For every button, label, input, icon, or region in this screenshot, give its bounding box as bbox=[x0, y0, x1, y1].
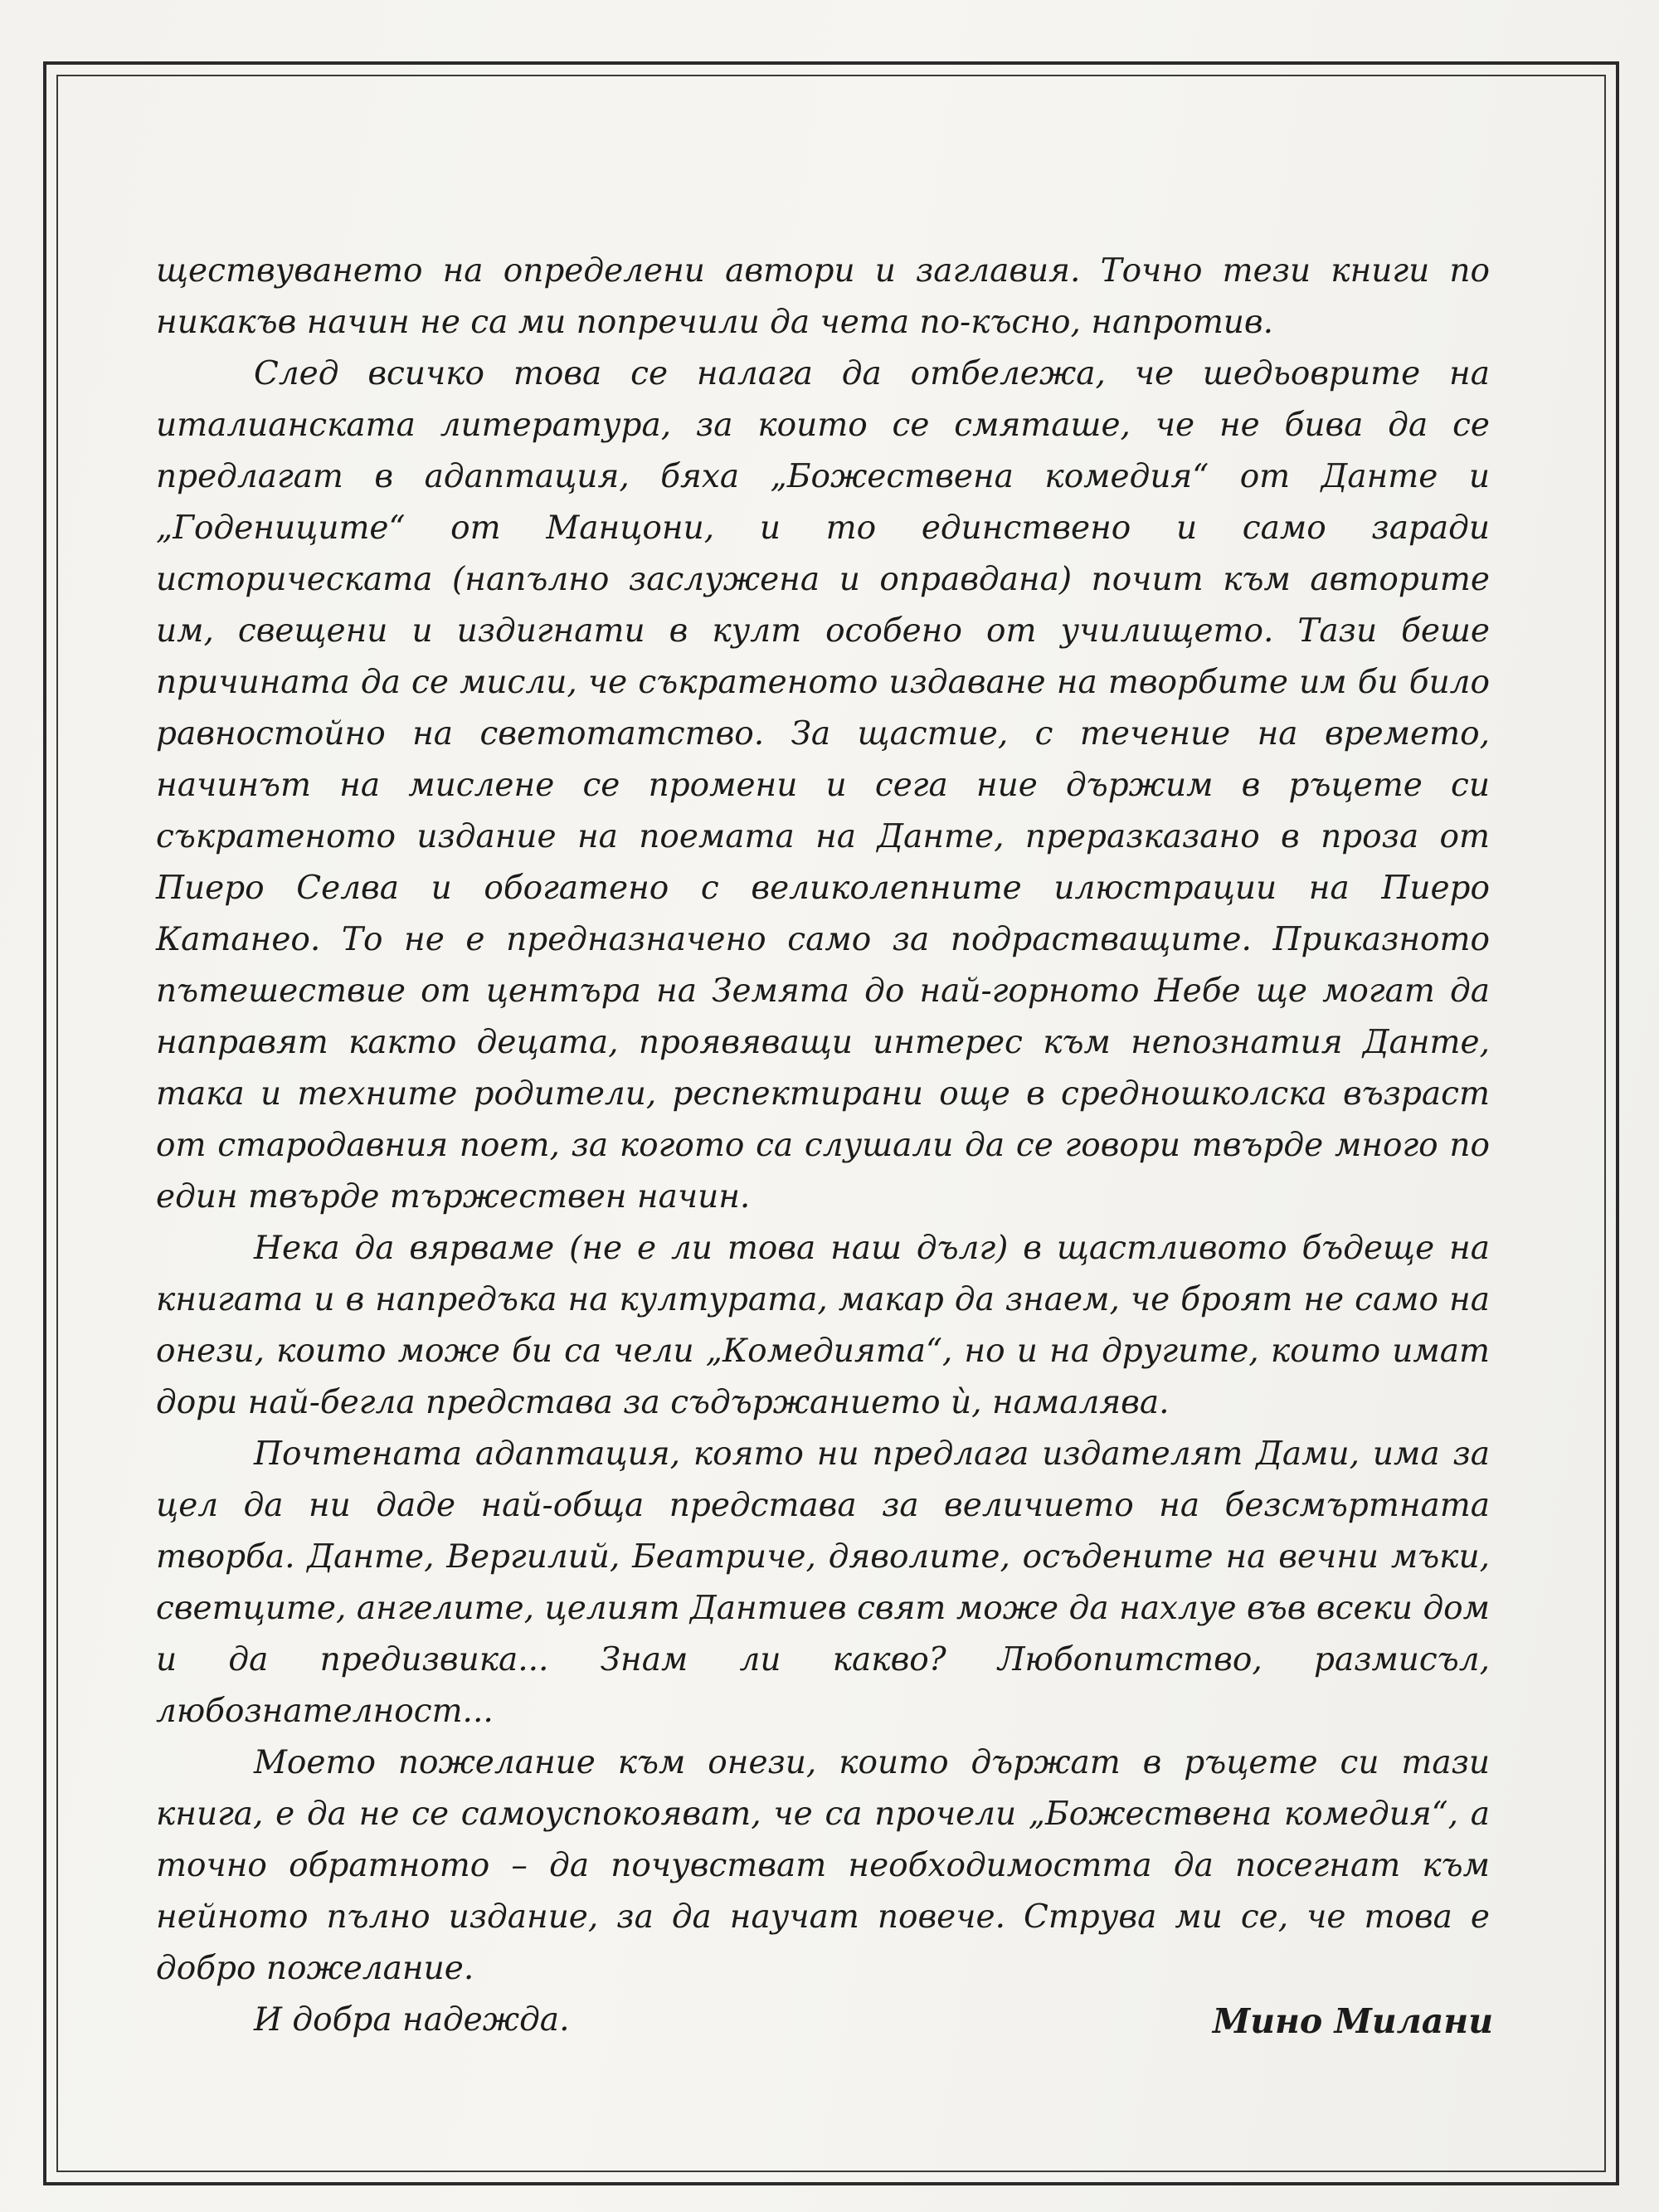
paragraph: Почтената адаптация, която ни предлага издателят Дами, има за цел да ни даде най-обща представа за величието на безсмъртната творба. Данте, Вергилий, Беатриче, дяволите, осъдените на вечни мъки, светците, ангелите, целият Дантиев свят може да нахлуе във всеки дом и да предизвика... Знам ли какво? Любопитство, размисъл, любознателност... bbox=[156, 1435, 1490, 1730]
paragraph: След всичко това се налага да отбележа, че шедьоврите на италианската литература, за които се смяташе, че не бива да се предлагат в адаптация, бяха „Божествена комедия“ от Данте и „Годениците“ от Манцони, и то единствено и само заради историческата (напълно заслужена и оправдана) почит към авторите им, свещени и издигнати в култ особено от училището. Тази беше причината да се мисли, че съкратеното издаване на творбите им би било равностойно на светотатство. За щастие, с течение на времето, начинът на мислене се промени и сега ние държим в ръцете си съкратеното издание на поемата на Данте, преразказано в проза от Пиеро Селва и обогатено с великолепните илюстрации на Пиеро Катанео. То не е предназначено само за подрастващите. Приказното пътешествие от центъра на Земята до най-горното Небе ще могат да направят както децата, проявяващи интерес към непознатия Данте, така и техните родители, респектирани още в средношколска възраст от стародавния поет, за когото са слушали да се говори твърде много по един твърде тържествен начин. bbox=[156, 355, 1490, 1216]
paragraph: Моето пожелание към онези, които държат в ръцете си тази книга, е да не се самоуспокояват, че са прочели „Божествена комедия“, а точно обратното – да почувстват необходимостта да посегнат към нейното пълно издание, за да научат повече. Струва ми се, че това е добро пожелание. bbox=[156, 1744, 1490, 1987]
paragraph: И добра надежда. bbox=[254, 2001, 570, 2039]
paragraph: ществуването на определени автори и заглавия. Точно тези книги по никакъв начин не са ми попречили да чета по-късно, напротив. bbox=[156, 252, 1490, 341]
paragraph: Нека да вярваме (не е ли това наш дълг) в щастливото бъдеще на книгата и в напредъка на културата, макар да знаем, че броят не само на онези, които може би са чели „Комедията“, но и на другите, които имат дори най-бегла представа за съдържанието ѝ, намалява. bbox=[156, 1230, 1490, 1421]
body-text bbox=[156, 246, 1490, 2046]
author-signature: Мино Милани bbox=[1212, 2001, 1493, 2041]
